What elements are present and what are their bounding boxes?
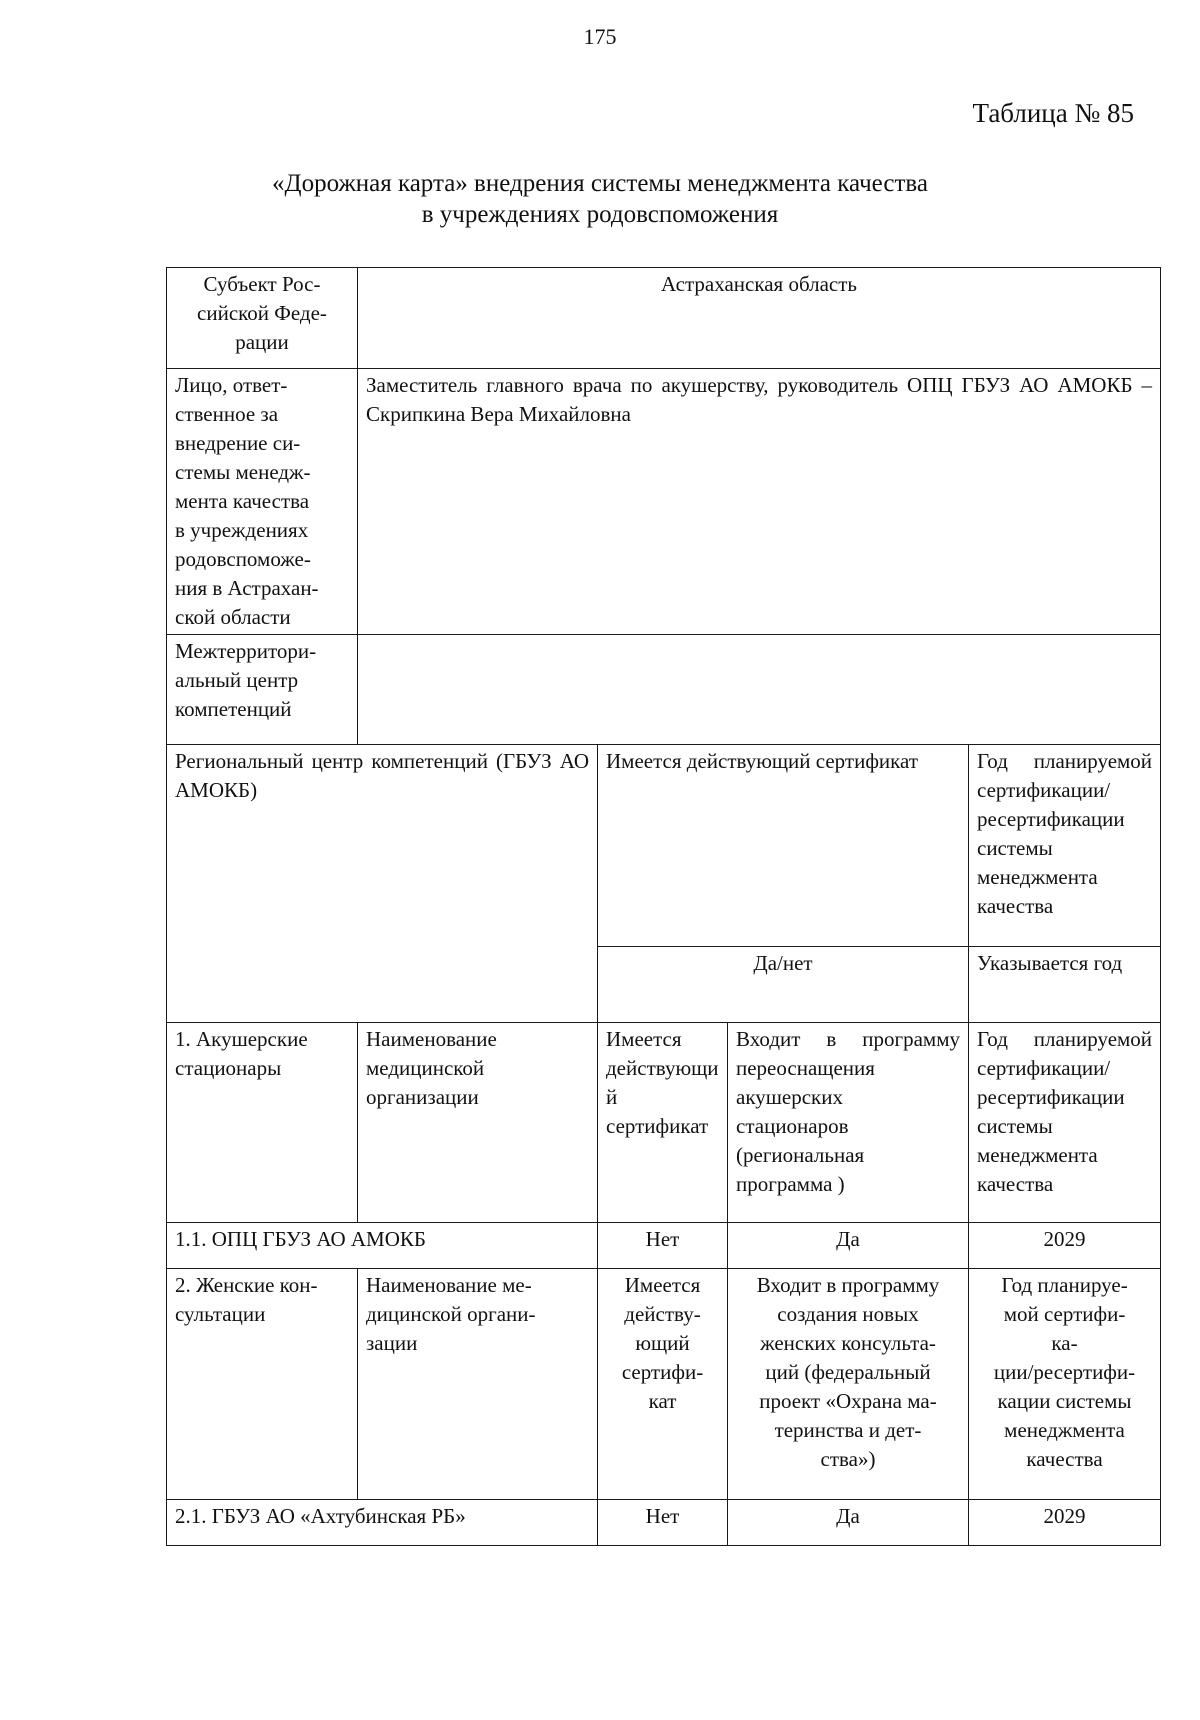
section2-row-in-program: Да	[728, 1500, 969, 1546]
responsible-label: Лицо, ответ- ственное за внедрение си- стемы менедж- мента качества в учреждениях родовспоможе- ния в Астрахан- ской области	[167, 369, 358, 635]
section2-year-header: Год планируе- мой сертифи- ка- ции/ресертифи- кации системы менеджмента качества	[969, 1269, 1161, 1500]
responsible-value: Заместитель главного врача по акушерству, руководитель ОПЦ ГБУЗ АО АМОКБ – Скрипкина Вера Михайловна	[358, 369, 1161, 635]
section2-name-header: Наименование ме- дицинской органи- зации	[358, 1269, 598, 1500]
section2-row-has-cert: Нет	[598, 1500, 728, 1546]
section1-row-in-program: Да	[728, 1223, 969, 1269]
interterritorial-label: Межтерритори- альный центр компетенций	[167, 635, 358, 745]
subject-value: Астраханская область	[358, 268, 1161, 369]
section1-cert-header: Имеется действующий сертификат	[598, 1023, 728, 1223]
section2-program-header: Входит в программу создания новых женских консульта- ций (федеральный проект «Охрана ма- теринства и дет- ства»)	[728, 1269, 969, 1500]
regional-year-hint: Указывается год	[969, 947, 1161, 1023]
section1-title: 1. Акушерские стационары	[167, 1023, 358, 1223]
section1-row-has-cert: Нет	[598, 1223, 728, 1269]
section1-row-year: 2029	[969, 1223, 1161, 1269]
section1-year-header: Год планируемой сертификации/ресертификации системы менеджмента качества	[969, 1023, 1161, 1223]
section1-name-header: Наименование медицинской организации	[358, 1023, 598, 1223]
table-row	[167, 1223, 1161, 1269]
document-title	[0, 168, 1200, 230]
regional-row	[167, 745, 1161, 947]
document-title-line-1: «Дорожная карта» внедрения системы менеджмента качества	[272, 170, 928, 197]
regional-label: Региональный центр компетенций (ГБУЗ АО АМОКБ)	[167, 745, 598, 1023]
subject-row	[167, 268, 1161, 369]
page-number: 175	[583, 24, 617, 49]
document-title-line-2: в учреждениях родовспоможения	[421, 201, 779, 228]
regional-cert-header: Имеется действующий сертификат	[598, 745, 969, 947]
subject-label: Субъект Рос- сийской Феде- рации	[167, 268, 358, 369]
regional-yes-no: Да/нет	[598, 947, 969, 1023]
table-row	[167, 1500, 1161, 1546]
responsible-row	[167, 369, 1161, 635]
section2-cert-header: Имеется действу- ющий сертифи- кат	[598, 1269, 728, 1500]
section2-header-row	[167, 1269, 1161, 1500]
section1-header-row	[167, 1023, 1161, 1223]
interterritorial-value	[358, 635, 1161, 745]
section1-row-name: 1.1. ОПЦ ГБУЗ АО АМОКБ	[167, 1223, 598, 1269]
regional-year-header: Год планируемой сертификации/ресертификации системы менеджмента качества	[969, 745, 1161, 947]
roadmap-table	[166, 267, 1161, 1546]
section2-title: 2. Женские кон- сультации	[167, 1269, 358, 1500]
section2-row-name: 2.1. ГБУЗ АО «Ахтубинская РБ»	[167, 1500, 598, 1546]
table-label: Таблица № 85	[972, 98, 1134, 128]
interterritorial-row	[167, 635, 1161, 745]
section1-program-header: Входит в программу переоснащения акушерских стационаров (региональная программа )	[728, 1023, 969, 1223]
section2-row-year: 2029	[969, 1500, 1161, 1546]
